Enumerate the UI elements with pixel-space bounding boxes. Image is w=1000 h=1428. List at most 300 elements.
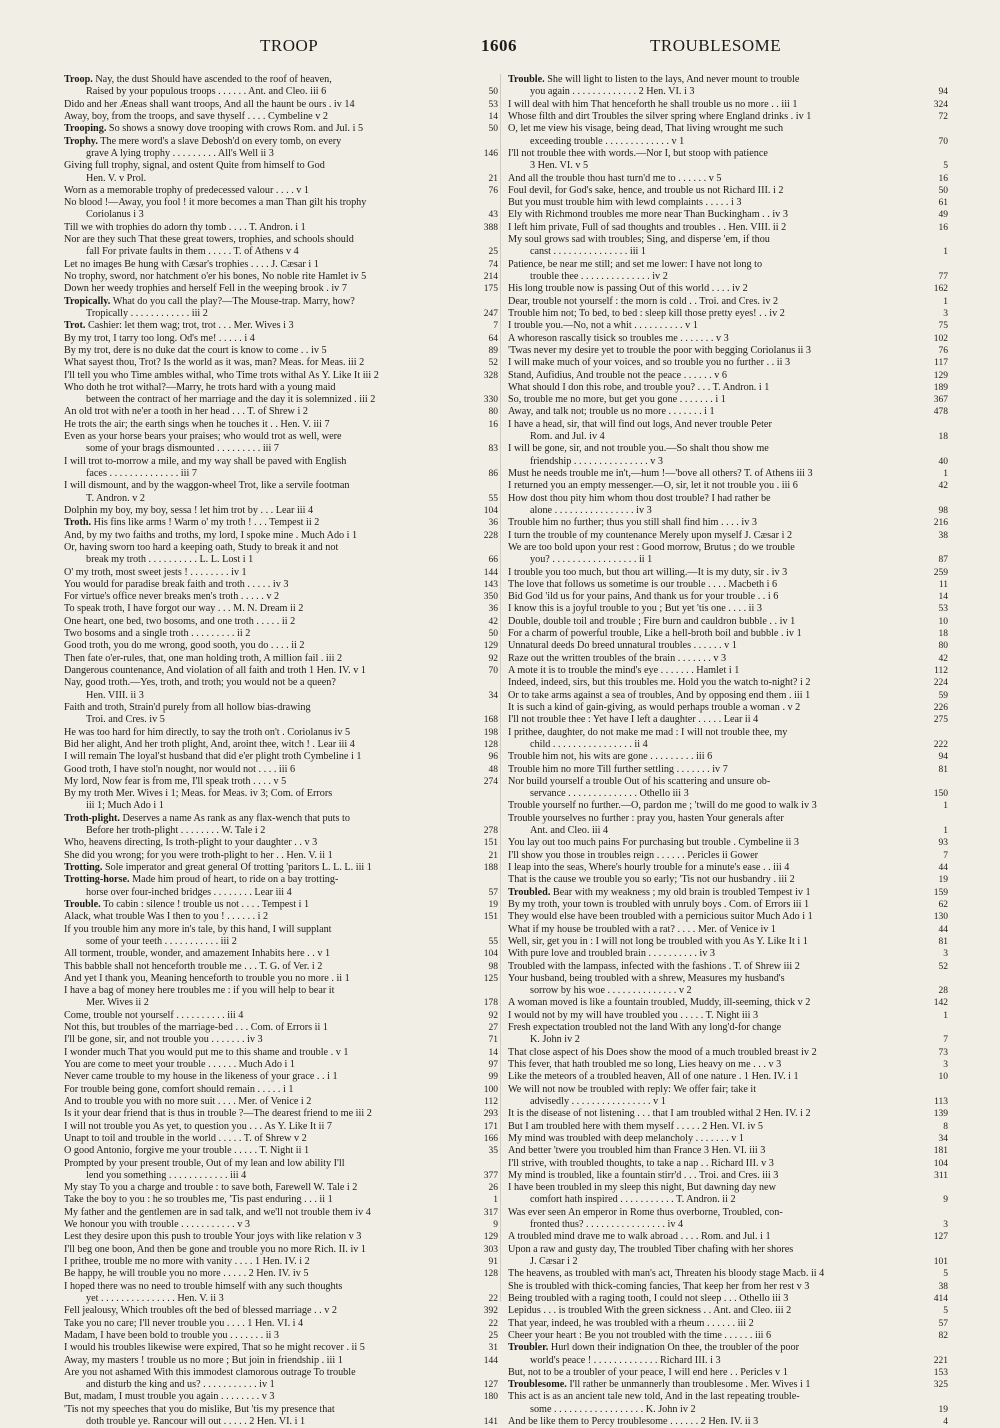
concordance-line: [508, 640, 948, 652]
quotation-text: sorrow by his woe . . . . . . . . . . . . . . v 2: [530, 985, 692, 997]
concordance-line: [508, 899, 948, 911]
quotation-text: servance . . . . . . . . . . . . . . Othello iii 3: [530, 788, 689, 800]
concordance-line: [508, 1108, 948, 1120]
quotation-text: Troubled with the lampass, infected with the fashions . T. of Shrew iii 2: [508, 960, 800, 972]
quotation-text: I'll not trouble thee : Yet have I left a daughter . . . . . Lear ii 4: [508, 714, 759, 726]
concordance-line: [508, 813, 948, 825]
concordance-line: [64, 1268, 498, 1280]
line-number: 325: [933, 1380, 948, 1391]
concordance-line: [508, 468, 948, 480]
quotation-text: But I am troubled here with them myself . . . . . 2 Hen. VI. iv 5: [508, 1120, 764, 1132]
quotation-text: She will light to listen to the lays, And never mount to trouble: [544, 74, 800, 85]
quotation-text: Whose filth and dirt Troubles the silver spring where England drinks . iv 1: [508, 110, 812, 122]
concordance-line: [508, 1416, 948, 1428]
concordance-line: [64, 542, 498, 554]
concordance-line: [508, 1145, 948, 1157]
line-number: 150: [933, 789, 948, 800]
concordance-line: [508, 505, 948, 517]
concordance-line: [508, 1404, 948, 1416]
concordance-line: [64, 1121, 498, 1133]
quotation-text: Raze out the written troubles of the brain . . . . . . . v 3: [508, 652, 727, 664]
quotation-text: Worn as a memorable trophy of predecessed valour . . . . v 1: [64, 184, 310, 196]
line-number: 44: [938, 924, 948, 935]
line-number: 388: [483, 222, 498, 233]
quotation-text: You lay out too much pains For purchasing but trouble . Cymbeline ii 3: [508, 837, 799, 849]
concordance-line: [508, 739, 948, 751]
concordance-line: [64, 1158, 498, 1170]
concordance-line: [508, 308, 948, 320]
concordance-line: [508, 1182, 948, 1194]
concordance-line: [508, 665, 948, 677]
line-number: 222: [933, 739, 948, 750]
concordance-line: [508, 1096, 948, 1108]
concordance-line: [508, 1071, 948, 1083]
line-number: 10: [938, 616, 948, 627]
quotation-text: Bid her alight, And her troth plight, And, aroint thee, witch ! . Lear iii 4: [64, 738, 355, 750]
concordance-line: [64, 259, 498, 271]
quotation-text: alone . . . . . . . . . . . . . . . . iv 3: [530, 504, 652, 516]
concordance-line: [508, 370, 948, 382]
concordance-line: [64, 874, 498, 886]
quotation-text: Troi. and Cres. iv 5: [86, 714, 165, 726]
line-number: 188: [483, 863, 498, 873]
concordance-line: [64, 640, 498, 652]
concordance-line: [64, 74, 498, 86]
quotation-text: Stand, Aufidius, And trouble not the peace . . . . . . v 6: [508, 369, 728, 381]
line-number: 57: [938, 1318, 948, 1329]
concordance-line: [64, 727, 498, 739]
line-number: 181: [933, 1146, 948, 1157]
quotation-text: I would not by my will have troubled you . . . . . T. Night iii 3: [508, 1009, 759, 1021]
line-number: 18: [938, 432, 948, 443]
concordance-line: [64, 1355, 498, 1367]
quotation-text: I left him private, Full of sad thoughts and troubles . . Hen. VIII. ii 2: [508, 221, 787, 233]
concordance-line: [508, 136, 948, 148]
concordance-line: [64, 333, 498, 345]
quotation-text: faces . . . . . . . . . . . . . . iii 7: [86, 468, 197, 479]
line-number: 3: [943, 949, 948, 960]
quotation-text: exceeding trouble . . . . . . . . . . . . . v 1: [530, 135, 685, 147]
quotation-text: No blood !—Away, you fool ! it more becomes a man Than gilt his trophy: [64, 197, 367, 209]
quotation-text: Dido and her Æneas shall want troops, And all the haunt be ours . iv 14: [64, 98, 355, 110]
concordance-line: [64, 751, 498, 763]
quotation-text: My soul grows sad with troubles; Sing, and disperse 'em, if thou: [508, 234, 770, 246]
quotation-text: We honour you with trouble . . . . . . . . . . . v 3: [64, 1219, 250, 1231]
headword: Trouble.: [508, 74, 545, 85]
line-number: 1: [943, 1010, 948, 1021]
quotation-text: I will dismount, and by the waggon-wheel Trot, like a servile footman: [64, 480, 350, 492]
line-number: 92: [488, 653, 498, 664]
line-number: 162: [933, 284, 948, 295]
quotation-text: The love that follows us sometime is our trouble . . . . Macbeth i 6: [508, 578, 778, 590]
line-number: 22: [488, 1293, 498, 1304]
line-number: 100: [483, 1084, 498, 1095]
line-number: 43: [488, 210, 498, 221]
quotation-text: Unnatural deeds Do breed unnatural troubles . . . . . . v 1: [508, 640, 737, 652]
concordance-line: [64, 345, 498, 357]
line-number: 42: [938, 653, 948, 664]
concordance-line: [508, 259, 948, 271]
line-number: 16: [488, 419, 498, 430]
line-number: 38: [938, 530, 948, 541]
concordance-line: [64, 1034, 498, 1046]
concordance-line: [64, 185, 498, 197]
quotation-text: Are you not ashamed With this immodest clamorous outrage To trouble: [64, 1366, 356, 1378]
concordance-line: [508, 443, 948, 455]
quotation-text: I will be gone, sir, and not trouble you.—So shalt thou show me: [508, 443, 769, 455]
concordance-line: [508, 296, 948, 308]
line-number: 61: [938, 198, 948, 209]
quotation-text: I returned you an empty messenger.—O, sir, let it not trouble you . iii 6: [508, 480, 798, 492]
concordance-line: [64, 887, 498, 899]
concordance-line: [508, 628, 948, 640]
quotation-text: I'll rather be unmannerly than troublesome . Mer. Wives i 1: [566, 1379, 811, 1391]
quotation-text: An old trot with ne'er a tooth in her head . . . T. of Shrew i 2: [64, 406, 308, 418]
quotation-text: I prithee, daughter, do not make me mad : I will not trouble thee, my: [508, 726, 788, 738]
concordance-line: [508, 431, 948, 443]
concordance-line: [64, 924, 498, 936]
concordance-line: [64, 776, 498, 788]
quotation-text: But, madam, I must trouble you again . . . . . . . . v 3: [64, 1391, 275, 1403]
concordance-line: [508, 948, 948, 960]
line-number: 14: [488, 111, 498, 122]
quotation-text: Fell jealousy, Which troubles oft the bed of blessed marriage . . v 2: [64, 1305, 338, 1317]
quotation-text: I trouble you too much, but thou art willing.—It is my duty, sir . iv 3: [508, 566, 788, 578]
concordance-line: [64, 1059, 498, 1071]
line-number: 129: [933, 370, 948, 381]
quotation-text: advisedly . . . . . . . . . . . . . . . . v 1: [530, 1095, 666, 1107]
concordance-line: [508, 567, 948, 579]
quotation-text: Not this, but troubles of the marriage-bed . . . Com. of Errors ii 1: [64, 1022, 328, 1034]
concordance-line: [64, 603, 498, 615]
quotation-text: But, not to be a troubler of your peace, I will end here . . Pericles v 1: [508, 1366, 788, 1378]
quotation-text: Good troth, you do me wrong, good sooth, you do . . . . ii 2: [64, 640, 305, 652]
quotation-text: I hoped there was no need to trouble himself with any such thoughts: [64, 1280, 343, 1292]
concordance-line: [508, 579, 948, 591]
concordance-line: [64, 1096, 498, 1108]
line-number: 50: [488, 124, 498, 135]
quotation-text: This act is as an ancient tale new told, And in the last repeating trouble-: [508, 1391, 800, 1403]
concordance-line: [508, 1121, 948, 1133]
concordance-line: [508, 148, 948, 160]
concordance-line: [64, 370, 498, 382]
quotation-text: My mind was troubled with deep melancholy . . . . . . . v 1: [508, 1132, 744, 1144]
quotation-text: By my troth Mer. Wives i 1; Meas. for Meas. iv 3; Com. of Errors: [64, 788, 333, 800]
concordance-line: [64, 1404, 498, 1416]
line-number: 92: [488, 1010, 498, 1021]
quotation-text: My mind is troubled, like a fountain stirr'd . . . Troi. and Cres. iii 3: [508, 1169, 779, 1181]
headword: Trophy.: [64, 135, 98, 147]
quotation-text: K. John iv 2: [530, 1034, 580, 1046]
line-number: 76: [938, 345, 948, 356]
quotation-text: For trouble being gone, comfort should remain . . . . . i 1: [64, 1083, 294, 1095]
quotation-text: doth trouble ye. Rancour will out . . . . . 2 Hen. VI. i 1: [86, 1416, 306, 1428]
quotation-text: Then fate o'er-rules, that, one man holding troth, A million fail . iii 2: [64, 652, 343, 664]
quotation-text: What sayest thou, Trot? Is the world as it was, man? Meas. for Meas. iii 2: [64, 357, 365, 369]
quotation-text: Faith and troth, Strain'd purely from all hollow bias-drawing: [64, 701, 311, 713]
quotation-text: Patience, be near me still; and set me lower: I have not long to: [508, 258, 763, 270]
concordance-line: [64, 628, 498, 640]
concordance-line: [64, 1108, 498, 1120]
concordance-line: [64, 1010, 498, 1022]
quotation-text: My stay To you a charge and trouble : to save both, Farewell W. Tale i 2: [64, 1182, 358, 1194]
line-number: 129: [483, 1232, 498, 1243]
quotation-text: And yet I thank you, Meaning henceforth to trouble you no more . ii 1: [64, 972, 350, 984]
line-number: 57: [488, 887, 498, 898]
concordance-line: [508, 480, 948, 492]
concordance-line: [508, 862, 948, 874]
quotation-text: For a charm of powerful trouble, Like a hell-broth boil and bubble . iv 1: [508, 628, 802, 640]
quotation-text: We will not now be troubled with reply: We offer fair; take it: [508, 1083, 757, 1095]
concordance-line: [508, 1207, 948, 1219]
concordance-line: [508, 800, 948, 812]
quotation-text: I prithee, trouble me no more with vanity . . . . 1 Hen. IV. i 2: [64, 1256, 310, 1267]
quotation-text: Foul devil, for God's sake, hence, and trouble us not Richard III. i 2: [508, 184, 784, 196]
quotation-text: comfort hath inspired . . . . . . . . . . . T. Andron. ii 2: [530, 1194, 736, 1206]
concordance-line: [64, 480, 498, 492]
concordance-line: [64, 173, 498, 185]
line-number: 478: [933, 407, 948, 418]
quotation-text: you again . . . . . . . . . . . . . 2 Hen. VI. i 3: [530, 86, 695, 98]
line-number: 168: [483, 715, 498, 726]
quotation-text: Two bosoms and a single troth . . . . . . . . . ii 2: [64, 628, 251, 640]
line-number: 226: [933, 702, 948, 713]
quotation-text: I turn the trouble of my countenance Merely upon myself J. Cæsar i 2: [508, 529, 793, 541]
concordance-line: [508, 1219, 948, 1231]
line-number: 19: [938, 1404, 948, 1415]
quotation-text: Like the meteors of a troubled heaven, All of one nature . 1 Hen. IV. i 1: [508, 1071, 799, 1083]
quotation-text: Good troth, I have stol'n nought, nor would not . . . . iii 6: [64, 763, 296, 775]
quotation-text: This babble shall not henceforth trouble me . . . T. G. of Ver. i 2: [64, 960, 323, 972]
quotation-text: break my troth . . . . . . . . . . L. L. Lost i 1: [86, 554, 254, 566]
concordance-line: [508, 1367, 948, 1379]
quotation-text: Never came trouble to my house in the likeness of your grace . . i 1: [64, 1071, 338, 1083]
line-number: 141: [483, 1417, 498, 1428]
quotation-text: between the contract of her marriage and the day it is solemnized . iii 2: [86, 394, 376, 406]
concordance-line: [508, 1010, 948, 1022]
line-number: 3: [943, 1060, 948, 1070]
concordance-line: [508, 222, 948, 234]
concordance-line: [508, 1281, 948, 1293]
headword: Trooping.: [64, 123, 107, 135]
line-number: 10: [938, 1072, 948, 1083]
quotation-text: Cheer your heart : Be you not troubled with the time . . . . . . iii 6: [508, 1329, 772, 1341]
quotation-text: I will make much of your voices, and so trouble you no further . . ii 3: [508, 357, 791, 369]
line-number: 49: [938, 210, 948, 221]
concordance-line: [508, 616, 948, 628]
line-number: 38: [938, 1281, 948, 1292]
line-number: 128: [483, 739, 498, 750]
line-number: 247: [483, 308, 498, 319]
quotation-text: Away, boy, from the troops, and save thyself . . . . Cymbeline v 2: [64, 110, 328, 122]
quotation-text: A woman moved is like a fountain troubled, Muddy, ill-seeming, thick v 2: [508, 997, 811, 1009]
concordance-line: [64, 677, 498, 689]
quotation-text: Must he needs trouble me in't,—hum !—'bove all others? T. of Athens iii 3: [508, 468, 813, 479]
right-column: [508, 74, 948, 1428]
line-number: 18: [938, 629, 948, 640]
concordance-line: [64, 591, 498, 603]
line-number: 214: [483, 272, 498, 282]
line-number: 159: [933, 887, 948, 898]
concordance-line: [64, 320, 498, 332]
line-number: 303: [483, 1244, 498, 1255]
line-number: 224: [933, 678, 948, 689]
quotation-text: Lepidus . . . is troubled With the green sickness . . Ant. and Cleo. iii 2: [508, 1305, 792, 1317]
concordance-line: [64, 1022, 498, 1034]
concordance-line: [64, 530, 498, 542]
concordance-line: [508, 493, 948, 505]
concordance-line: [508, 677, 948, 689]
line-number: 19: [488, 899, 498, 910]
line-number: 4: [943, 1417, 948, 1428]
quotation-text: 'Twas never my desire yet to trouble the poor with begging Coriolanus ii 3: [508, 344, 812, 356]
line-number: 21: [488, 850, 498, 861]
line-number: 42: [488, 616, 498, 627]
concordance-line: [64, 443, 498, 455]
concordance-line: [508, 456, 948, 468]
running-header: [60, 36, 938, 60]
line-number: 62: [938, 899, 948, 910]
line-number: 66: [488, 555, 498, 566]
concordance-line: [64, 456, 498, 468]
concordance-line: [508, 874, 948, 886]
quotation-text: And to trouble you with no more suit . . . . Mer. of Venice i 2: [64, 1095, 312, 1107]
line-number: 1: [943, 296, 948, 307]
quotation-text: friendship . . . . . . . . . . . . . . . v 3: [530, 455, 663, 467]
concordance-line: [64, 1194, 498, 1206]
quotation-text: 'Tis not my speeches that you do mislike, But 'tis my presence that: [64, 1403, 335, 1415]
concordance-line: [64, 567, 498, 579]
quotation-text: Or, having sworn too hard a keeping oath, Study to break it and not: [64, 541, 339, 553]
page-number: 1606: [481, 36, 517, 55]
quotation-text: I trouble you.—No, not a whit . . . . . . . . . . v 1: [508, 320, 698, 332]
quotation-text: Be happy, he will trouble you no more . . . . . 2 Hen. IV. iv 5: [64, 1268, 309, 1280]
quotation-text: All torment, trouble, wonder, and amazement Inhabits here . . v 1: [64, 948, 331, 960]
concordance-line: [508, 209, 948, 221]
line-number: 14: [488, 1047, 498, 1058]
quotation-text: Unapt to toil and trouble in the world . . . . . T. of Shrew v 2: [64, 1132, 307, 1144]
line-number: 1: [943, 247, 948, 258]
quotation-text: Trouble him not; To bed, to bed : sleep kill those pretty eyes! . . iv 2: [508, 307, 785, 319]
quotation-text: fall For private faults in them . . . . . T. of Athens v 4: [86, 246, 299, 258]
line-number: 317: [483, 1207, 498, 1218]
line-number: 75: [938, 321, 948, 332]
concordance-line: [508, 764, 948, 776]
quotation-text: I will trot to-morrow a mile, and my way shall be paved with English: [64, 455, 347, 467]
concordance-line: [508, 1244, 948, 1256]
quotation-text: Trouble yourselves no further : pray you, hasten Your generals after: [508, 812, 784, 824]
line-number: 70: [488, 666, 498, 676]
quotation-text: Nay, good troth.—Yes, troth, and troth; you would not be a queen?: [64, 677, 336, 689]
quotation-text: I'll beg one boon, And then be gone and trouble you no more Rich. II. iv 1: [64, 1243, 367, 1255]
concordance-line: [64, 406, 498, 418]
concordance-line: [64, 1379, 498, 1391]
concordance-line: [64, 837, 498, 849]
line-number: 40: [938, 456, 948, 467]
concordance-line: [64, 1182, 498, 1194]
concordance-line: [508, 788, 948, 800]
line-number: 22: [488, 1318, 498, 1329]
concordance-line: [64, 579, 498, 591]
line-number: 104: [483, 505, 498, 516]
line-number: 31: [488, 1343, 498, 1354]
quotation-text: My lord, Now fear is from me, I'll speak troth . . . . v 5: [64, 775, 287, 787]
concordance-line: [508, 246, 948, 258]
quotation-text: Well, sir, get you in : I will not long be troubled with you As Y. Like It i 1: [508, 935, 808, 947]
line-number: 27: [488, 1023, 498, 1034]
quotation-text: Mer. Wives ii 2: [86, 997, 149, 1009]
concordance-line: [64, 690, 498, 702]
quotation-text: Madam, I have been bold to trouble you . . . . . . . ii 3: [64, 1329, 280, 1341]
line-number: 221: [933, 1355, 948, 1366]
line-number: 392: [483, 1306, 498, 1317]
line-number: 146: [483, 148, 498, 159]
line-number: 70: [938, 136, 948, 147]
line-number: 97: [488, 1060, 498, 1070]
quotation-text: Trouble him no more Till further settling . . . . . . . iv 7: [508, 763, 728, 775]
line-number: 112: [484, 1096, 498, 1107]
line-number: 42: [938, 481, 948, 492]
quotation-text: I will deal with him That henceforth he shall trouble us no more . . iii 1: [508, 98, 798, 110]
header-last-word: TROUBLESOME: [650, 36, 782, 55]
quotation-text: Take you no care; I'll never trouble you . . . . 1 Hen. VI. i 4: [64, 1317, 304, 1329]
concordance-line: [508, 1342, 948, 1354]
line-number: 50: [938, 185, 948, 196]
concordance-line: [64, 825, 498, 837]
line-number: 129: [483, 641, 498, 652]
quotation-text: Hen. V. v Prol.: [86, 172, 147, 184]
line-number: 73: [938, 1047, 948, 1058]
line-number: 81: [938, 936, 948, 947]
concordance-line: [508, 1391, 948, 1403]
quotation-text: Come, trouble not yourself . . . . . . . . . . iii 4: [64, 1009, 244, 1021]
concordance-line: [64, 493, 498, 505]
quotation-text: His long trouble now is passing Out of this world . . . . iv 2: [508, 283, 748, 295]
quotation-text: some of your teeth . . . . . . . . . . . iii 2: [86, 935, 237, 947]
quotation-text: Dear, trouble not yourself : the morn is cold . . Troi. and Cres. iv 2: [508, 295, 779, 307]
quotation-text: For virtue's office never breaks men's troth . . . . . v 2: [64, 591, 280, 603]
line-number: 166: [483, 1133, 498, 1144]
quotation-text: She is troubled with thick-coming fancies, That keep her from her rest v 3: [508, 1280, 810, 1292]
quotation-text: Lest they desire upon this push to trouble Your joys with like relation v 3: [64, 1231, 362, 1243]
quotation-text: child . . . . . . . . . . . . . . . . ii 4: [530, 738, 648, 750]
concordance-line: [64, 961, 498, 973]
line-number: 87: [938, 555, 948, 566]
quotation-text: Nor build yourself a trouble Out of his scattering and unsure ob-: [508, 775, 771, 787]
quotation-text: I have a head, sir, that will find out logs, And never trouble Peter: [508, 418, 772, 430]
line-number: 16: [938, 173, 948, 184]
quotation-text: Away, and talk not; trouble us no more . . . . . . . i 1: [508, 406, 715, 418]
quotation-text: I will remain The loyal'st husband that did e'er plight troth Cymbeline i 1: [64, 751, 362, 763]
line-number: 83: [488, 444, 498, 455]
concordance-line: [64, 850, 498, 862]
quotation-text: You are come to meet your trouble . . . . . . Much Ado i 1: [64, 1059, 295, 1070]
concordance-line: [64, 1170, 498, 1182]
concordance-line: [64, 653, 498, 665]
quotation-text: I have a bag of money here troubles me : if you will help to bear it: [64, 985, 335, 997]
quotation-text: fronted thus? . . . . . . . . . . . . . . . . iv 4: [530, 1219, 684, 1231]
concordance-line: [64, 714, 498, 726]
headword: Trot.: [64, 320, 86, 332]
concordance-line: [64, 702, 498, 714]
line-number: 50: [488, 87, 498, 98]
concordance-line: [64, 1367, 498, 1379]
line-number: 91: [488, 1257, 498, 1267]
line-number: 153: [933, 1367, 948, 1378]
concordance-line: [64, 1071, 498, 1083]
concordance-line: [64, 1231, 498, 1243]
quotation-text: O, let me view his visage, being dead, That living wrought me such: [508, 123, 784, 135]
